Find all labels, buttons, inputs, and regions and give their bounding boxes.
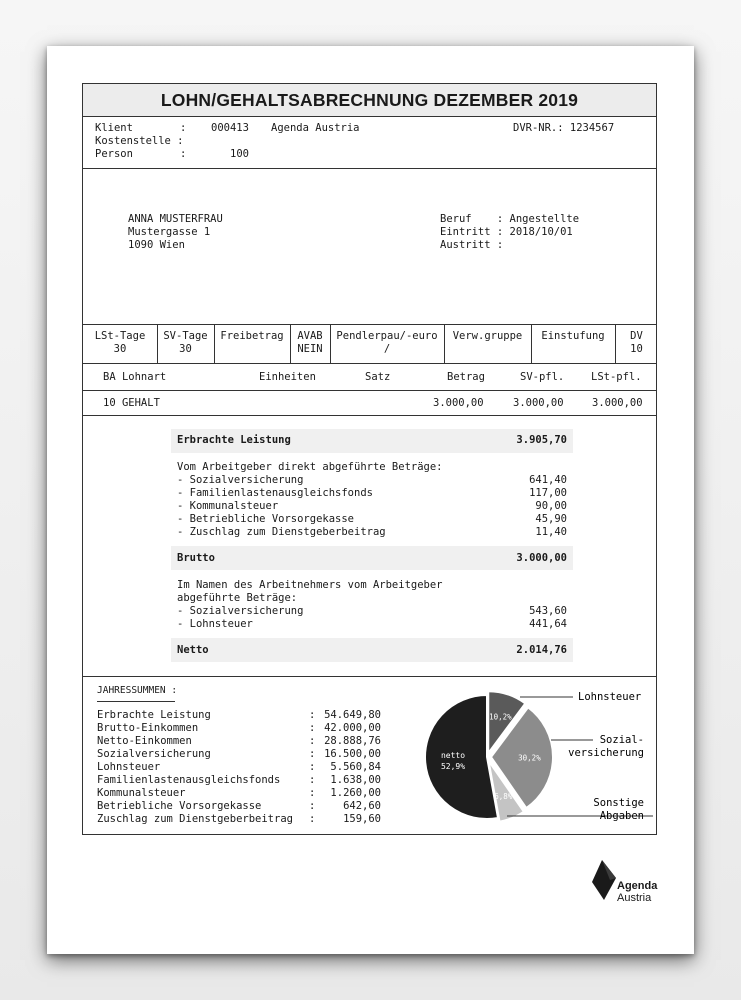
- divider: [83, 168, 656, 169]
- jahressumme-sep: :: [309, 774, 316, 786]
- jahressumme-label: Brutto-Einkommen: [97, 722, 199, 734]
- jahressumme-value: 5.560,84: [330, 761, 381, 773]
- ag-item-value: 45,90: [535, 513, 567, 525]
- jahressumme-value: 1.260,00: [330, 787, 381, 799]
- callout-sonstige-2: Abgaben: [599, 810, 644, 822]
- brutto-label: Brutto: [177, 552, 215, 564]
- jahressumme-sep: :: [309, 813, 316, 825]
- info-cell-sv-tage: SV-Tage 30: [163, 330, 208, 355]
- info-cell-dv: DV 10: [630, 330, 643, 355]
- jahressumme-label: Zuschlag zum Dienstgeberbeitrag: [97, 813, 293, 825]
- netto-label: Netto: [177, 644, 209, 656]
- row-sv-pfl: 3.000,00: [513, 397, 564, 409]
- dvr-number: DVR-NR.: 1234567: [513, 122, 615, 134]
- info-cell-pendler: Pendlerpau/-euro /: [336, 330, 438, 355]
- col-header-lohnart: BA Lohnart: [103, 371, 167, 383]
- info-cell-avab: AVAB NEIN: [297, 330, 323, 355]
- col-header-einheiten: Einheiten: [259, 371, 316, 383]
- an-item-value: 441,64: [529, 618, 567, 630]
- jahressumme-value: 42.000,00: [324, 722, 381, 734]
- klient-sep: :: [180, 122, 187, 134]
- an-item-label: - Sozialversicherung: [177, 605, 304, 617]
- jahressumme-sep: :: [309, 761, 316, 773]
- an-item-value: 543,60: [529, 605, 567, 617]
- pie-label-sozialversicherung: 30,2%: [518, 753, 541, 763]
- ag-item-label: - Kommunalsteuer: [177, 500, 279, 512]
- klient-label: Klient: [95, 122, 133, 134]
- jahressumme-value: 28.888,76: [324, 735, 381, 747]
- pie-label-netto-value: 52,9%: [440, 762, 466, 772]
- kostenstelle-label: Kostenstelle :: [95, 135, 184, 147]
- ag-heading: Vom Arbeitgeber direkt abgeführte Beträge:: [177, 461, 443, 473]
- employee-street: Mustergasse 1: [128, 226, 211, 238]
- payslip-form: [82, 83, 657, 835]
- beruf: Beruf : Angestellte: [440, 213, 580, 225]
- info-cell-lst-tage: LSt-Tage 30: [94, 330, 146, 355]
- jahressumme-label: Kommunalsteuer: [97, 787, 186, 799]
- col-header-satz: Satz: [365, 371, 391, 383]
- ag-item-label: - Zuschlag zum Dienstgeberbeitrag: [177, 526, 386, 538]
- an-heading: abgeführte Beträge:: [177, 592, 298, 604]
- jahressumme-sep: :: [309, 748, 316, 760]
- row-lst-pfl: 3.000,00: [592, 397, 643, 409]
- eintritt: Eintritt : 2018/10/01: [440, 226, 573, 238]
- callout-sonstige-1: Sonstige: [593, 797, 644, 809]
- person-label: Person: [95, 148, 133, 160]
- austritt: Austritt :: [440, 239, 504, 251]
- logo-text-austria: Austria: [617, 892, 652, 904]
- col-header-sv-pfl: SV-pfl.: [520, 371, 565, 383]
- info-cell-einstufung: Einstufung: [541, 330, 605, 342]
- divider: [83, 415, 656, 416]
- jahressumme-sep: :: [309, 787, 316, 799]
- jahressumme-sep: :: [309, 709, 316, 721]
- netto-value: 2.014,76: [516, 644, 567, 656]
- ag-item-value: 90,00: [535, 500, 567, 512]
- page-title: LOHN/GEHALTSABRECHNUNG DEZEMBER 2019: [160, 89, 579, 110]
- person-number: 100: [230, 148, 249, 160]
- pie-label-sonstige-abgaben: 6,8%: [494, 792, 513, 802]
- divider: [83, 676, 656, 677]
- jahressumme-label: Lohnsteuer: [97, 761, 161, 773]
- jahressummen-heading: JAHRESSUMMEN :: [97, 685, 178, 696]
- ag-item-value: 11,40: [535, 526, 567, 538]
- callout-lohnsteuer: Lohnsteuer: [578, 691, 642, 703]
- jahressumme-label: Sozialversicherung: [97, 748, 211, 760]
- agenda-austria-logo: [590, 858, 660, 908]
- klient-number: 000413: [211, 122, 249, 134]
- jahressumme-sep: :: [309, 735, 316, 747]
- employee-city: 1090 Wien: [128, 239, 185, 251]
- an-heading: Im Namen des Arbeitnehmers vom Arbeitgeber: [177, 579, 443, 591]
- jahressumme-value: 642,60: [343, 800, 381, 812]
- title-band: [83, 84, 656, 117]
- ag-item-label: - Betriebliche Vorsorgekasse: [177, 513, 355, 525]
- divider: [83, 363, 656, 364]
- klient-name: Agenda Austria: [271, 122, 360, 134]
- erbracht-value: 3.905,70: [516, 434, 567, 446]
- pie-label-netto-name: netto: [440, 751, 466, 761]
- info-cell-verwgruppe: Verw.gruppe: [452, 330, 523, 342]
- ag-item-value: 117,00: [529, 487, 567, 499]
- col-header-lst-pfl: LSt-pfl.: [591, 371, 642, 383]
- jahressumme-value: 1.638,00: [330, 774, 381, 786]
- jahressumme-value: 54.649,80: [324, 709, 381, 721]
- pie-label-lohnsteuer: 10,2%: [489, 712, 512, 722]
- logo-text-agenda: Agenda: [617, 880, 658, 892]
- brutto-value: 3.000,00: [516, 552, 567, 564]
- row-lohnart: 10 GEHALT: [103, 397, 160, 409]
- jahressumme-label: Familienlastenausgleichsfonds: [97, 774, 281, 786]
- jahressumme-sep: :: [309, 722, 316, 734]
- jahressumme-sep: :: [309, 800, 316, 812]
- person-sep: :: [180, 148, 187, 160]
- pie-chart: [403, 682, 653, 832]
- jahressumme-label: Netto-Einkommen: [97, 735, 192, 747]
- jahressumme-label: Erbrachte Leistung: [97, 709, 211, 721]
- divider: [83, 390, 656, 391]
- callout-sv-1: Sozial-: [599, 734, 644, 746]
- ag-item-value: 641,40: [529, 474, 567, 486]
- jahressumme-value: 159,60: [343, 813, 381, 825]
- erbracht-label: Erbrachte Leistung: [177, 434, 291, 446]
- heading-underline: [97, 701, 175, 702]
- jahressumme-label: Betriebliche Vorsorgekasse: [97, 800, 262, 812]
- callout-sv-2: versicherung: [568, 747, 644, 759]
- ag-item-label: - Sozialversicherung: [177, 474, 304, 486]
- an-item-label: - Lohnsteuer: [177, 618, 253, 630]
- row-betrag: 3.000,00: [433, 397, 484, 409]
- employee-name: ANNA MUSTERFRAU: [128, 213, 223, 225]
- info-cell-freibetrag: Freibetrag: [220, 330, 284, 342]
- jahressumme-value: 16.500,00: [324, 748, 381, 760]
- info-table: [83, 324, 656, 363]
- ag-item-label: - Familienlastenausgleichsfonds: [177, 487, 373, 499]
- col-header-betrag: Betrag: [447, 371, 485, 383]
